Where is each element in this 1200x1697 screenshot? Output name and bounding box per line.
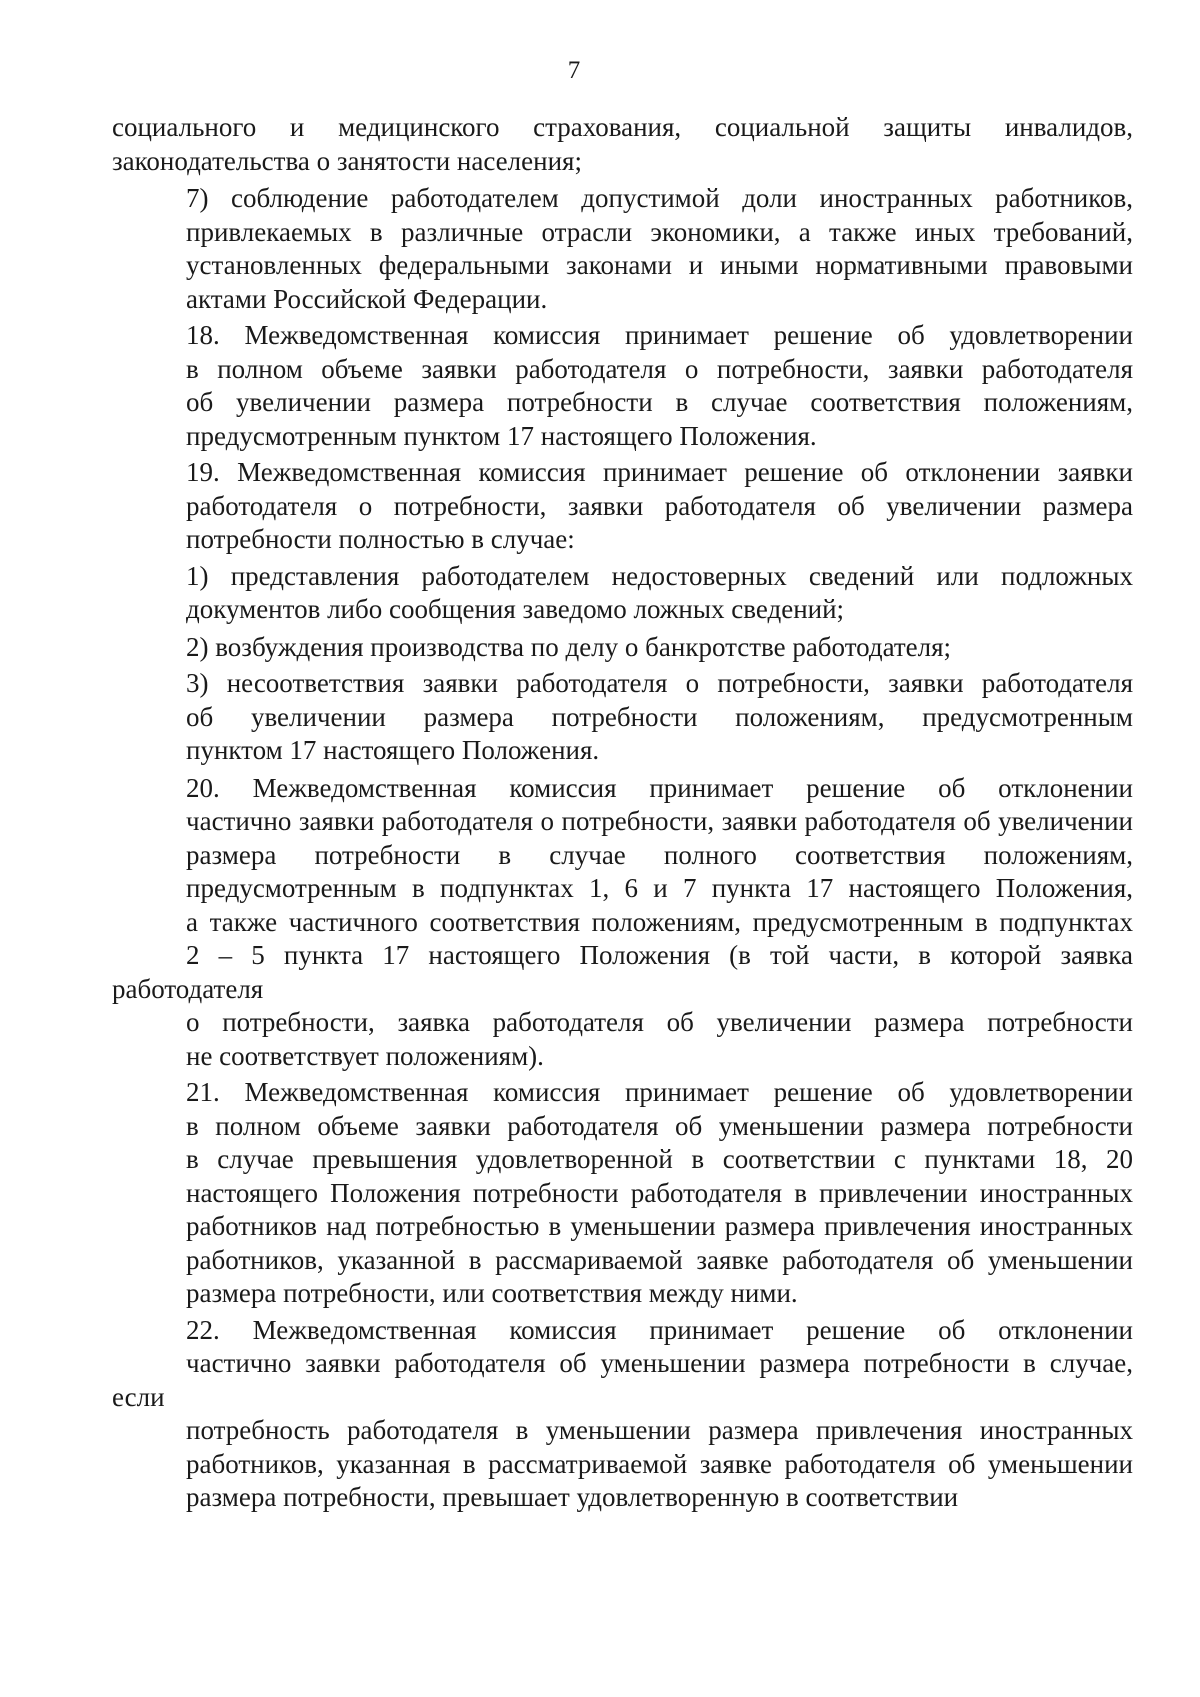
- paragraph: [112, 182, 1133, 316]
- text-line: предусмотренным в подпунктах 1, 6 и 7 пункта 17 настоящего Положения,: [186, 873, 1133, 903]
- paragraph: [112, 111, 1133, 178]
- text-line: работников над потребностью в уменьшении размера привлечения иностранных: [186, 1211, 1133, 1241]
- paragraph: [112, 456, 1133, 557]
- paragraph: [112, 560, 1133, 627]
- text-line: размера потребности, превышает удовлетворенную в соответствии: [186, 1482, 959, 1512]
- text-line: об увеличении размера потребности положениям, предусмотренным: [186, 701, 1133, 732]
- text-line: не соответствует положениям).: [186, 1040, 544, 1071]
- text-line: пунктом 17 настоящего Положения.: [186, 735, 600, 765]
- text-line: законодательства о занятости населения;: [112, 145, 582, 176]
- text-line: документов либо сообщения заведомо ложных сведений;: [186, 594, 845, 624]
- text-line: работников, указанной в рассмариваемой заявке работодателя об уменьшении: [186, 1244, 1133, 1275]
- text-line: в полном объеме заявки работодателя об уменьшении размера потребности: [186, 1110, 1133, 1141]
- text-line: 20. Межведомственная комиссия принимает решение об отклонении: [186, 772, 1133, 803]
- text-line: потребность работодателя в уменьшении размера привлечения иностранных: [186, 1415, 1133, 1445]
- text-line: в полном объеме заявки работодателя о потребности, заявки работодателя: [186, 353, 1133, 384]
- text-line: размера потребности в случае полного соответствия положениям,: [186, 839, 1133, 870]
- paragraph: [112, 631, 1133, 665]
- text-line: 2) возбуждения производства по делу о банкротстве работодателя;: [186, 631, 952, 662]
- text-line: 7) соблюдение работодателем допустимой доли иностранных работников,: [186, 183, 1133, 213]
- paragraph: [112, 1076, 1133, 1311]
- text-line: социального и медицинского страхования, социальной защиты инвалидов,: [112, 112, 1133, 142]
- text-line: размера потребности, или соответствия между ними.: [186, 1278, 798, 1308]
- page-number: 7: [567, 57, 581, 84]
- text-line: 2 – 5 пункта 17 настоящего Положения (в той части, в которой заявка работодателя: [112, 940, 1133, 1004]
- paragraph: [112, 772, 1133, 1074]
- text-line: работодателя о потребности, заявки работодателя об увеличении размера: [186, 490, 1133, 521]
- text-line: установленных федеральными законами и иными нормативными правовыми: [186, 250, 1133, 280]
- text-line: 22. Межведомственная комиссия принимает решение об отклонении: [186, 1314, 1133, 1345]
- text-line: в случае превышения удовлетворенной в соответствии с пунктами 18, 20: [186, 1144, 1133, 1174]
- text-line: настоящего Положения потребности работодателя в привлечении иностранных: [186, 1177, 1133, 1208]
- text-line: об увеличении размера потребности в случае соответствия положениям,: [186, 387, 1133, 417]
- document-body: [112, 111, 1133, 1518]
- paragraph: [112, 667, 1133, 768]
- text-line: частично заявки работодателя о потребности, заявки работодателя об увеличении: [186, 806, 1133, 836]
- text-line: 19. Межведомственная комиссия принимает решение об отклонении заявки: [186, 457, 1133, 487]
- text-line: а также частичного соответствия положениям, предусмотренным в подпунктах: [186, 906, 1133, 937]
- text-line: актами Российской Федерации.: [186, 283, 548, 314]
- text-line: работников, указанная в рассматриваемой заявке работодателя об уменьшении: [186, 1448, 1133, 1479]
- text-line: 18. Межведомственная комиссия принимает решение об удовлетворении: [186, 320, 1133, 350]
- text-line: 1) представления работодателем недостоверных сведений или подложных: [186, 560, 1133, 591]
- text-line: частично заявки работодателя об уменьшении размера потребности в случае, если: [112, 1348, 1133, 1412]
- paragraph: [112, 319, 1133, 453]
- paragraph: [112, 1314, 1133, 1515]
- text-line: о потребности, заявка работодателя об увеличении размера потребности: [186, 1007, 1133, 1037]
- text-line: 21. Межведомственная комиссия принимает решение об удовлетворении: [186, 1077, 1133, 1107]
- text-line: 3) несоответствия заявки работодателя о потребности, заявки работодателя: [186, 668, 1133, 698]
- text-line: потребности полностью в случае:: [186, 524, 575, 554]
- text-line: привлекаемых в различные отрасли экономики, а также иных требований,: [186, 216, 1133, 247]
- text-line: предусмотренным пунктом 17 настоящего Положения.: [186, 420, 817, 451]
